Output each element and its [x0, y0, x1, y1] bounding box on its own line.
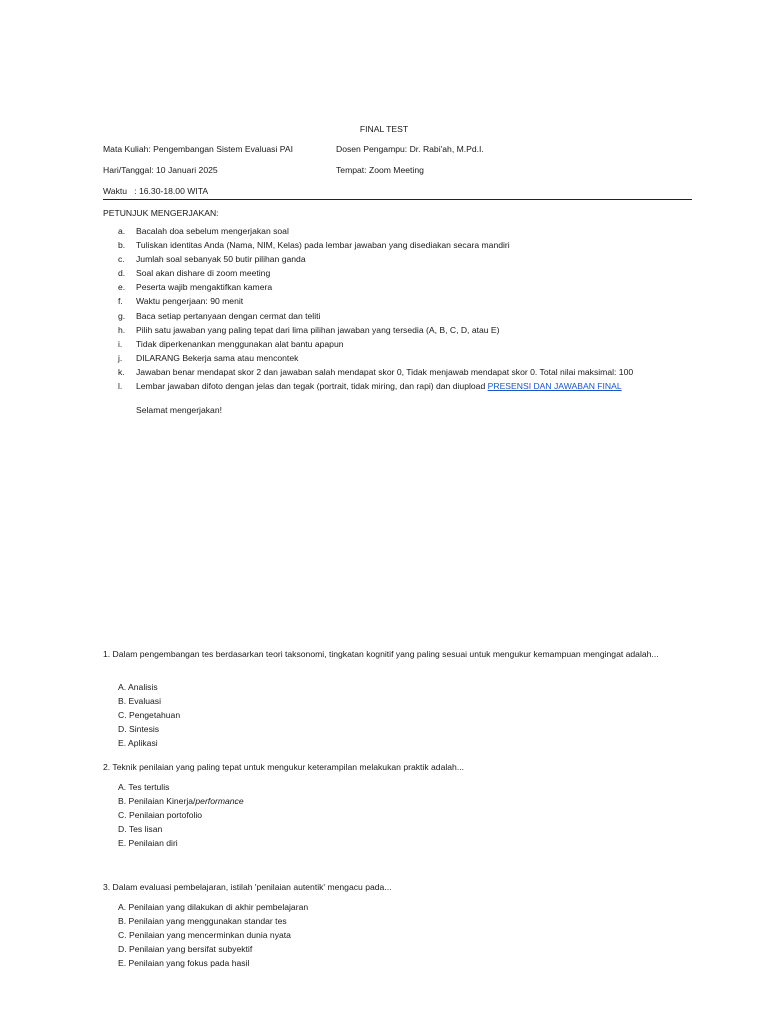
option-e: E. Penilaian diri	[118, 838, 178, 849]
place-label: Tempat: Zoom Meeting	[336, 165, 424, 175]
list-item: i. Tidak diperkenankan menggunakan alat bantu apapun	[118, 338, 344, 349]
option-d: D. Sintesis	[118, 724, 160, 735]
list-item: d. Soal akan dishare di zoom meeting	[118, 268, 271, 279]
time-label: Waktu : 16.30-18.00 WITA	[103, 186, 209, 196]
upload-link[interactable]: PRESENSI DAN JAWABAN FINAL	[487, 381, 622, 392]
document-title: FINAL TEST	[359, 124, 409, 134]
list-item: h. Pilih satu jawaban yang paling tepat dari lima pilihan jawaban yang tersedia (A, B, C, D, atau E)	[118, 324, 500, 335]
option-a: A. Analisis	[118, 682, 158, 692]
question-2: 2. Teknik penilaian yang paling tepat untuk mengukur keterampilan melakukan praktik adalah...	[103, 762, 464, 772]
list-item: a. Bacalah doa sebelum mengerjakan soal	[118, 226, 289, 236]
question-1: 1. Dalam pengembangan tes berdasarkan teori taksonomi, tingkatan kognitif yang paling sesuai untuk mengukur kemampuan mengingat adalah...	[103, 649, 659, 659]
option-b: B. Evaluasi	[118, 696, 161, 707]
list-item: k. Jawaban benar mendapat skor 2 dan jawaban salah mendapat skor 0, Tidak menjawab mendapat skor 0. Total nilai maksimal: 100	[118, 366, 634, 377]
header-divider	[103, 199, 692, 200]
option-a: A. Penilaian yang dilakukan di akhir pembelajaran	[118, 902, 309, 912]
question-1-options	[118, 682, 180, 752]
list-item: g. Baca setiap pertanyaan dengan cermat dan teliti	[118, 310, 321, 321]
option-a: A. Tes tertulis	[118, 782, 170, 792]
option-b: B. Penilaian Kinerja/performance	[118, 796, 244, 807]
option-c: C. Penilaian yang mencerminkan dunia nyata	[118, 930, 291, 941]
list-item: c. Jumlah soal sebanyak 50 butir pilihan ganda	[118, 254, 306, 265]
option-e: E. Penilaian yang fokus pada hasil	[118, 958, 250, 969]
option-d: D. Penilaian yang bersifat subyektif	[118, 944, 253, 955]
closing-text: Selamat mengerjakan!	[136, 405, 222, 415]
list-item: e. Peserta wajib mengaktifkan kamera	[118, 282, 273, 293]
lecturer-label: Dosen Pengampu: Dr. Rabi'ah, M.Pd.I.	[336, 144, 484, 154]
option-d: D. Tes lisan	[118, 824, 163, 835]
date-label: Hari/Tanggal: 10 Januari 2025	[103, 165, 218, 175]
option-c: C. Penilaian portofolio	[118, 810, 203, 821]
question-2-options	[118, 782, 244, 852]
option-b: B. Penilaian yang menggunakan standar tes	[118, 916, 287, 927]
course-label: Mata Kuliah: Pengembangan Sistem Evaluasi PAI	[103, 144, 293, 154]
question-3: 3. Dalam evaluasi pembelajaran, istilah 'penilaian autentik' mengacu pada...	[103, 882, 392, 892]
list-item: b. Tuliskan identitas Anda (Nama, NIM, Kelas) pada lembar jawaban yang disediakan secara mandiri	[118, 240, 510, 251]
instructions-heading: PETUNJUK MENGERJAKAN:	[103, 208, 219, 218]
option-e: E. Aplikasi	[118, 738, 158, 749]
list-item: j. DILARANG Bekerja sama atau mencontek	[118, 352, 299, 363]
list-item: f. Waktu pengerjaan: 90 menit	[118, 296, 244, 307]
question-3-options	[118, 902, 308, 972]
list-item: l. Lembar jawaban difoto dengan jelas dan tegak (portrait, tidak miring, dan rapi) dan diupload PRESENSI DAN JAWABAN FINAL	[118, 381, 622, 392]
instructions-list	[118, 226, 633, 395]
option-c: C. Pengetahuan	[118, 710, 181, 721]
